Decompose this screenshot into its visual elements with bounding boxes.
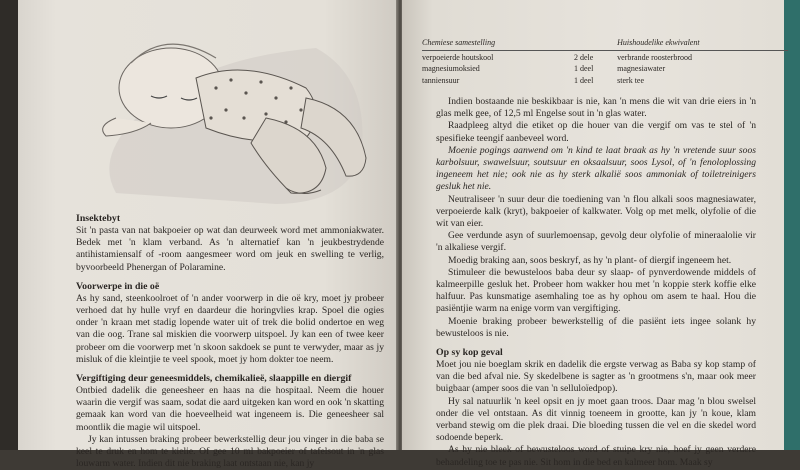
paragraph: Sit 'n pasta van nat bakpoeier op wat dan deurweek word met ammoniakwater. Bedek met 'n klam verband. As 'n alternatief kan 'n jeukbestrydende antihistamiensalf of -room aangesmeer word om jeuk en swelling te verlig, byvoorbeeld Phenergan of Polaramine. [76,225,384,273]
antidote-table-wrap [422,38,788,85]
table-header: Chemiese samestelling [422,38,574,50]
paragraph: Indien bostaande nie beskikbaar is nie, kan 'n mens die wit van drie eiers in 'n glas melk gee, of 12,5 ml Engelse sout in 'n glas water. [436,96,756,120]
paragraph: Raadpleeg altyd die etiket op die houer van die vergif om vas te stel of 'n spesifieke teengif aanbeveel word. [436,120,756,144]
table-header: Huishoudelike ekwivalent [617,38,788,50]
table-row: tanniensuur 1 deel sterk tee [422,75,645,85]
heading-insect-bite: Insektebyt [76,213,121,224]
paragraph: Ontbied dadelik die geneesheer en haas na die hospitaal. Neem die houer waarin die vergif was saam, sodat die aard uitgeken kan word en ook 'n skatting gemaak kan word van die hoeveelheid wat ingeneem is. Die geneesheer sal moontlik die magie wil uitspoel. [76,385,384,433]
paragraph: Stimuleer die bewusteloos baba deur sy slaap- of pynverdowende middels of kalmeerpille gesluk het. Probeer hom wakker hou met 'n koppie sterk koffie elke halfuur. Pas kunsmatige asemhaling toe as hy ophou om asem te haal. Hou die pasiëntjie warm na enige vorm van vergiftiging. [436,266,756,315]
warning-paragraph: Moenie pogings aanwend om 'n kind te laat braak as hy 'n vretende suur soos karbolsuur, swawelsuur, soutsuur en oksaalsuur, soos Lysol, of 'n fenoloplossing ingeneem het nie; ook nie as hy sterk alkalië soos ammoniak of toiletreinigers gesluk het nie. [436,144,756,193]
left-text-column [76,212,384,470]
heading-head-fall: Op sy kop geval [436,347,503,359]
left-page [18,0,400,470]
paragraph: Moet jou nie boeglam skrik en dadelik die ergste verwag as Baba sy kop stamp of van die bed afval nie. Sy skedelbene is sagter as 'n grootmens s'n, maar ook meer buigbaar (amper soos die van 'n selluloïedpop). [436,359,756,395]
paragraph: Moedig braking aan, soos beskryf, as hy 'n plant- of diergif ingeneem het. [448,254,732,266]
paragraph: Moenie braking probeer bewerkstellig of die pasiënt iets ingee solank hy bewusteloos is nie. [436,315,756,339]
table-row: magnesiumoksied 1 deel magnesiawater [422,64,666,73]
right-text-column [436,96,756,469]
antidote-table [422,38,788,85]
paragraph: Neutraliseer 'n suur deur die toediening van 'n flou alkali soos magnesiawater, verpoeierde kalk (kryt), bakpoeier of kalkwater. Volg op met melk, olyfolie of die wit van eier. [436,193,756,230]
heading-eye-objects: Voorwerpe in die oë [76,280,160,292]
table-row: verpoeierde houtskool 2 dele verbrande roosterbrood [422,52,692,62]
sleeping-baby-illustration [76,18,376,206]
paragraph: As hy sand, steenkoolroet of 'n ander voorwerp in die oë kry, moet jy probeer verhoed dat hy hulle vryf en daardeur die horingvlies krap. Spoel die ogies onder 'n kraan met stadig lopende water uit of trek die bolid ondertoe en weg van die oog. Trane sal miskien die voorwerp uitspoel. Jy kan een of twee keer probeer om die voorwerp met 'n skoon sakdoek se punt te verwyder, maar as jy misluk of die kleintjie te veel spook, moet jy hom dokter toe neem. [76,292,384,365]
right-page [402,0,784,468]
paragraph: Hy sal natuurlik 'n keel opsit en jy moet gaan troos. Daar mag 'n blou swelsel onder die vel ontstaan. As dit vinnig toeneem in grootte, kan jy 'n koue, klam verband stewig om die plek draai. Die bloeding tussen die vel en die skedel word sodoende beperk. [436,395,756,444]
paragraph: As hy nie bleek of bewusteloos word of stuipe kry nie, hoef jy geen verdere behandeling toe te pas nie. Sit hom in die bed en kalmeer hom. Maak sy [436,444,756,468]
paragraph: Gee verdunde asyn of suurlemoensap, gevolg deur olyfolie of mineraalolie vir 'n alkaliese vergif. [436,230,756,254]
heading-poisoning: Vergiftiging deur geneesmiddels, chemikalieë, slaappille en diergif [76,373,352,385]
paragraph: Jy kan intussen braking probeer bewerkstellig deur jou vinger in die baba se keel te druk en hom te kielie. Of gee 10 ml bakpoeier of tafelsout in 'n glas louwarm water. Indien dit nie braking laat ontstaan nie, kan jy [76,433,384,470]
